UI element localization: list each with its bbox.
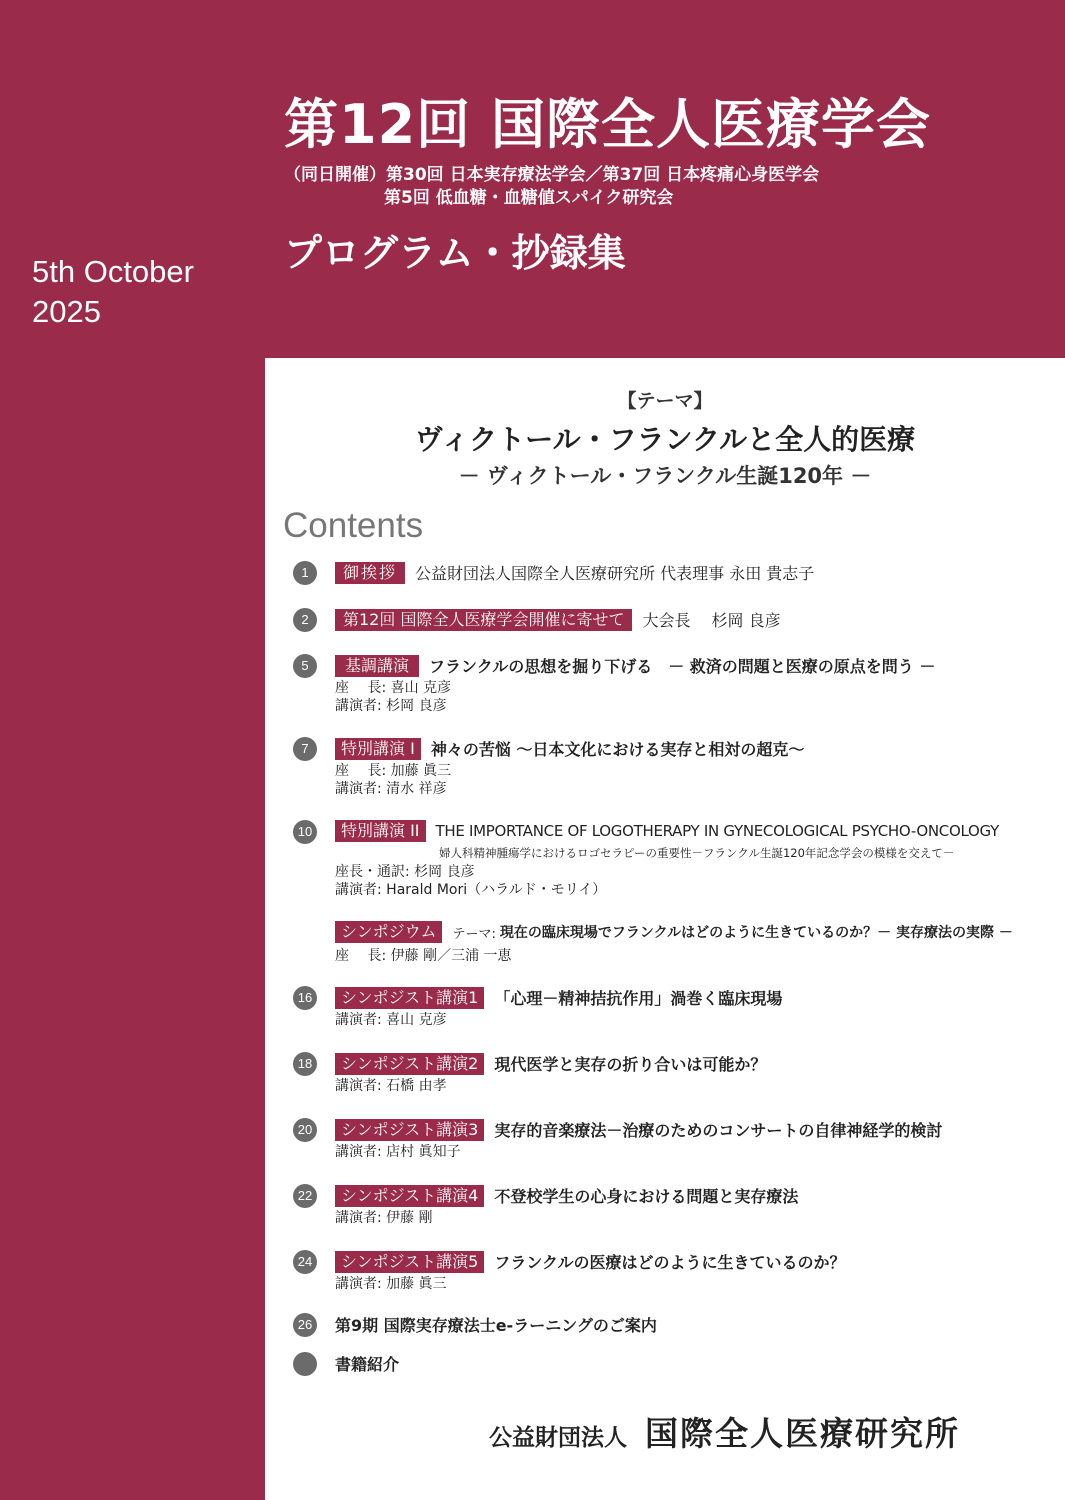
event-date <box>32 252 194 332</box>
speaker-line: 講演者: 店村 眞知子 <box>335 1144 461 1160</box>
item-text: 不登校学生の心身における問題と実存療法 <box>494 1187 799 1206</box>
co-conference-line-2: 第5回 低血糖・血糖値スパイク研究会 <box>384 188 674 208</box>
item-text: フランクルの医療はどのように生きているのか？ <box>494 1253 846 1272</box>
page-number-badge: 22 <box>293 1184 317 1208</box>
theme-title: ヴィクトール・フランクルと全人的医療 <box>414 423 916 456</box>
contents-item[interactable] <box>293 654 1053 716</box>
item-text: 書籍紹介 <box>335 1355 400 1374</box>
item-line <box>335 1052 766 1075</box>
item-text: 現代医学と実存の折り合いは可能か？ <box>494 1055 767 1074</box>
page-number-badge: 7 <box>293 737 317 761</box>
section-tag: シンポジウム <box>335 921 442 943</box>
speaker-line: 講演者: 清水 祥彦 <box>335 781 447 797</box>
chair-line: 座長・通訳: 杉岡 良彦 <box>335 864 475 880</box>
contents-item[interactable] <box>293 737 1053 799</box>
item-line <box>335 608 781 631</box>
speaker-line: 講演者: 加藤 眞三 <box>335 1276 447 1292</box>
item-text: 神々の苦悩 ～日本文化における実存と相対の超克～ <box>430 740 805 759</box>
page-number-badge: 5 <box>293 654 317 678</box>
chair-line: 座 長: 伊藤 剛／三浦 一恵 <box>335 948 512 964</box>
section-tag: シンポジスト講演2 <box>335 1053 484 1075</box>
page-number-badge: 18 <box>293 1052 317 1076</box>
contents-heading: Contents <box>283 506 424 545</box>
page-number-badge: 2 <box>293 608 317 632</box>
item-line <box>335 1118 942 1141</box>
speaker-line: 講演者: 喜山 克彦 <box>335 1012 447 1028</box>
theme-prefix: テーマ: <box>452 926 496 942</box>
publisher-name: 国際全人医療研究所 <box>645 1414 960 1453</box>
item-line <box>335 1352 399 1375</box>
section-tag: 特別講演 II <box>335 820 426 842</box>
item-line <box>335 1184 798 1207</box>
section-tag: シンポジスト講演4 <box>335 1185 484 1207</box>
contents-item[interactable] <box>293 986 1053 1031</box>
page-number-badge: 20 <box>293 1118 317 1142</box>
contents-item[interactable] <box>293 921 1053 966</box>
item-line <box>335 921 1013 943</box>
speaker-line: 講演者: 杉岡 良彦 <box>335 698 447 714</box>
program-title: プログラム・抄録集 <box>284 231 626 275</box>
item-line <box>335 1313 657 1336</box>
item-text: フランクルの思想を掘り下げる － 救済の問題と医療の原点を問う － <box>429 657 936 676</box>
speaker-line: 講演者: 伊藤 剛 <box>335 1210 433 1226</box>
item-line <box>335 561 814 584</box>
speaker-line: 講演者: Harald Mori（ハラルド・モリイ） <box>335 882 607 898</box>
publisher <box>489 1408 960 1455</box>
page-number-badge: 1 <box>293 561 317 585</box>
section-tag: シンポジスト講演1 <box>335 987 484 1009</box>
item-text: 公益財団法人国際全人医療研究所 代表理事 永田 貴志子 <box>415 564 815 583</box>
page-number-badge: 26 <box>293 1313 317 1337</box>
theme-label: 【テーマ】 <box>617 390 713 412</box>
chair-line: 座 長: 加藤 眞三 <box>335 763 452 779</box>
section-tag: 第12回 国際全人医療学会開催に寄せて <box>335 609 632 631</box>
speaker-line: 講演者: 石橋 由孝 <box>335 1078 447 1094</box>
section-tag: シンポジスト講演5 <box>335 1251 484 1273</box>
contents-item[interactable] <box>293 1250 1053 1295</box>
page-number-badge: 10 <box>293 820 317 844</box>
contents-item[interactable] <box>293 1052 1053 1097</box>
contents-item[interactable] <box>293 1184 1053 1229</box>
item-line <box>335 1250 846 1273</box>
item-text: 現在の臨床現場でフランクルはどのように生きているのか？－ 実存療法の実際 － <box>499 925 1013 941</box>
page-number-badge: 24 <box>293 1250 317 1274</box>
item-line <box>335 654 935 677</box>
item-text: 「心理－精神拮抗作用」渦巻く臨床現場 <box>494 989 783 1008</box>
theme-subtitle: － ヴィクトール・フランクル生誕120年 － <box>458 464 872 488</box>
page-number-badge <box>293 1352 317 1376</box>
contents-item[interactable] <box>293 1118 1053 1163</box>
event-date-day: 5th October <box>32 254 194 289</box>
publisher-type: 公益財団法人 <box>489 1424 627 1451</box>
item-line <box>335 986 782 1009</box>
item-subtext: 婦人科精神腫瘍学におけるロゴセラピーの重要性－フランクル生誕120年記念学会の模様を交えて－ <box>439 846 955 860</box>
section-tag: 特別講演 I <box>335 738 421 760</box>
section-tag: シンポジスト講演3 <box>335 1119 484 1141</box>
section-tag: 基調講演 <box>335 655 419 677</box>
header-band <box>0 0 1065 358</box>
contents-panel <box>265 358 1065 1500</box>
item-text: 大会長 杉岡 良彦 <box>642 611 781 630</box>
item-text: 実存的音楽療法－治療のためのコンサートの自律神経学的検討 <box>494 1121 943 1140</box>
section-tag: 御挨拶 <box>335 562 405 584</box>
conference-title: 第12回 国際全人医療学会 <box>284 93 931 156</box>
co-conference-line-1: （同日開催）第30回 日本実存療法学会／第37回 日本疼痛心身医学会 <box>284 165 820 185</box>
page-number-badge: 16 <box>293 986 317 1010</box>
chair-line: 座 長: 喜山 克彦 <box>335 680 452 696</box>
item-line <box>335 737 804 760</box>
contents-item[interactable] <box>293 820 1053 900</box>
item-text: THE IMPORTANCE OF LOGOTHERAPY IN GYNECOLOGICAL PSYCHO-ONCOLOGY <box>435 822 999 840</box>
item-text: 第9期 国際実存療法士e-ラーニングのご案内 <box>335 1316 657 1335</box>
item-line <box>335 820 999 842</box>
event-date-year: 2025 <box>32 294 101 329</box>
